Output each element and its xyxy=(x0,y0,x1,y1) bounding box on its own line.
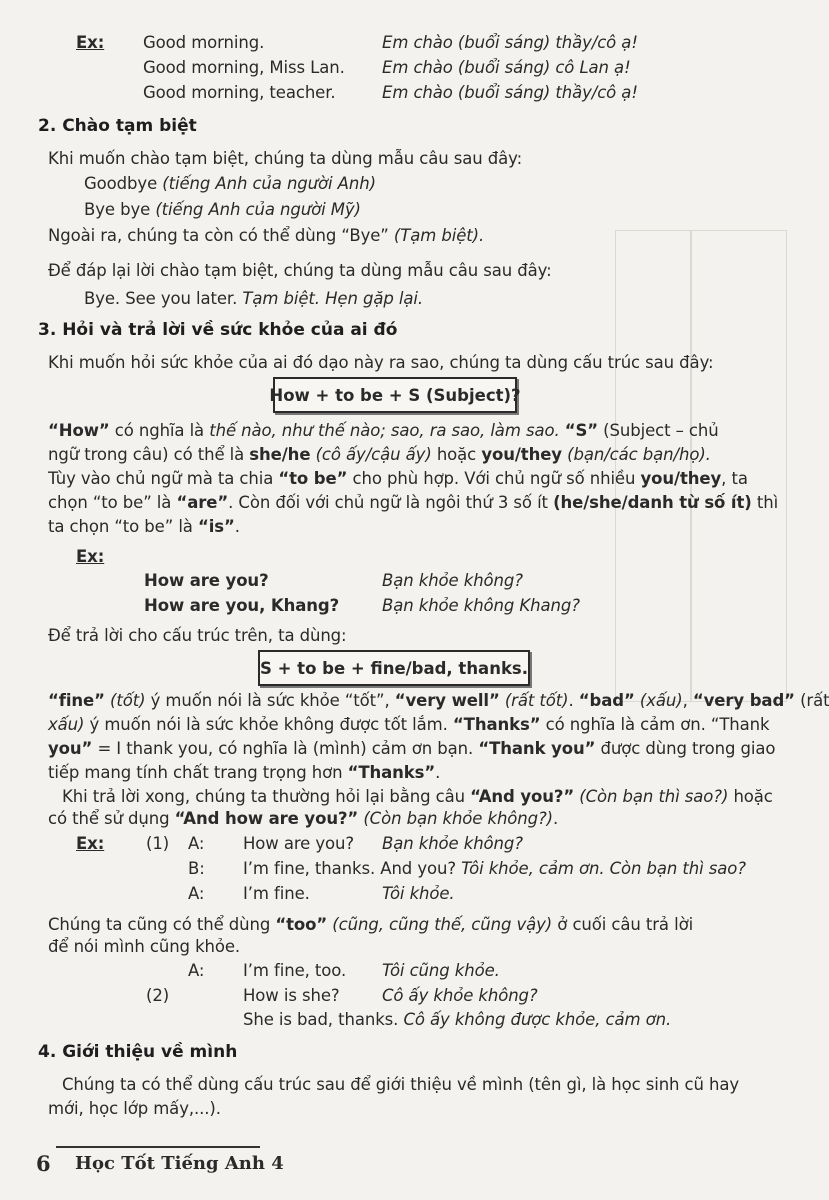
d2-vi: Tôi khỏe, cảm ơn. Còn bạn thì sao? xyxy=(461,859,746,878)
s3-para-line-3 xyxy=(48,468,748,490)
s2-reply-en: Bye. See you later. xyxy=(84,289,238,308)
text-run: (Còn bạn khỏe không?) xyxy=(363,809,554,828)
text-run: tiếp mang tính chất trang trọng hơn xyxy=(48,763,348,782)
s3-para-line-11 xyxy=(48,808,558,830)
s3-para-line-4 xyxy=(48,492,778,514)
text-run: . xyxy=(568,691,579,710)
text-run: (cũng, cũng thế, cũng vậy) xyxy=(332,915,553,934)
text-run: “And you?” xyxy=(470,787,575,806)
bleed-through-table-col xyxy=(690,230,692,702)
greeting-vi-2: Em chào (buổi sáng) cô Lan ạ! xyxy=(382,58,631,77)
ex-label-3: Ex: xyxy=(76,834,105,853)
text-run: “fine” xyxy=(48,691,105,710)
d2-en: I’m fine, thanks. And you? xyxy=(243,859,456,878)
text-run: . xyxy=(435,763,441,782)
text-run: Khi trả lời xong, chúng ta thường hỏi lại bằng câu xyxy=(62,787,471,806)
text-run: (Subject – chủ xyxy=(598,421,719,440)
text-run: có thể sử dụng xyxy=(48,809,175,828)
text-run: . xyxy=(234,517,240,536)
byebye-note: (tiếng Anh của người Mỹ) xyxy=(155,200,361,219)
d3-speaker: A: xyxy=(188,884,205,903)
text-run: (rất xyxy=(800,691,829,710)
s3-para-line-5 xyxy=(48,516,240,538)
answer-intro: Để trả lời cho cấu trúc trên, ta dùng: xyxy=(48,626,347,645)
text-run: xấu) xyxy=(48,715,85,734)
greeting-en-1: Good morning. xyxy=(143,33,265,52)
text-run: “very well” xyxy=(394,691,500,710)
d2-speaker: B: xyxy=(188,859,205,878)
formula-box-1: How + to be + S (Subject)? xyxy=(273,377,517,413)
footer-rule xyxy=(56,1146,260,1148)
text-run: = I thank you, có nghĩa là (mình) cảm ơn bạn. xyxy=(92,739,479,758)
s3-para-line-7 xyxy=(48,714,769,736)
s2-reply-intro: Để đáp lại lời chào tạm biệt, chúng ta dùng mẫu câu sau đây: xyxy=(48,261,552,280)
text-run: ở cuối câu trả lời xyxy=(552,915,694,934)
s2-also-text: Ngoài ra, chúng ta còn có thể dùng “Bye” xyxy=(48,226,389,245)
s4-line-1: Chúng ta có thể dùng cấu trúc sau để giới thiệu về mình (tên gì, là học sinh cũ hay xyxy=(62,1075,740,1094)
section-2-heading: 2. Chào tạm biệt xyxy=(38,116,197,136)
d3-vi: Tôi khỏe. xyxy=(382,884,455,903)
d1-speaker: A: xyxy=(188,834,205,853)
text-run: “too” xyxy=(275,915,328,934)
dialogue-number-1: (1) xyxy=(146,834,170,853)
text-run: (Còn bạn thì sao?) xyxy=(579,787,729,806)
book-title: Học Tốt Tiếng Anh 4 xyxy=(75,1153,284,1174)
text-run: . Còn đối với chủ ngữ là ngôi thứ 3 số ít xyxy=(228,493,554,512)
d5-vi: Cô ấy khỏe không? xyxy=(382,986,538,1005)
text-run: ý muốn nói là sức khỏe không được tốt lắm. xyxy=(84,715,453,734)
text-run: you/they xyxy=(640,469,722,488)
d6-line xyxy=(243,1009,671,1031)
s3-para-line-13: để nói mình cũng khỏe. xyxy=(48,937,241,956)
text-run: được dùng trong giao xyxy=(595,739,776,758)
s2-intro: Khi muốn chào tạm biệt, chúng ta dùng mẫu câu sau đây: xyxy=(48,149,523,168)
greeting-en-3: Good morning, teacher. xyxy=(143,83,336,102)
page-number: 6 xyxy=(36,1151,51,1176)
text-run: , xyxy=(682,691,693,710)
text-run: “Thank xyxy=(710,715,770,734)
s3-para-line-2 xyxy=(48,444,711,466)
text-run: you” xyxy=(48,739,93,758)
greeting-vi-3: Em chào (buổi sáng) thầy/cô ạ! xyxy=(382,83,638,102)
text-run: (tốt) xyxy=(110,691,146,710)
text-run: “Thank you” xyxy=(478,739,596,758)
text-run: “very bad” xyxy=(692,691,795,710)
d2-line xyxy=(243,858,746,880)
s2-reply-vi: Tạm biệt. Hẹn gặp lại. xyxy=(242,289,423,308)
text-run: . xyxy=(553,809,559,828)
text-run: , ta xyxy=(721,469,748,488)
text-run: cho phù hợp. Với chủ ngữ số nhiều xyxy=(347,469,641,488)
text-run: có nghĩa là cảm ơn. xyxy=(540,715,711,734)
text-run: you/they xyxy=(481,445,562,464)
goodbye-line xyxy=(84,173,376,195)
s3-para-line-10 xyxy=(62,786,773,808)
d1-vi: Bạn khỏe không? xyxy=(382,834,523,853)
greeting-vi-1: Em chào (buổi sáng) thầy/cô ạ! xyxy=(382,33,638,52)
section-3-heading: 3. Hỏi và trả lời về sức khỏe của ai đó xyxy=(38,320,398,340)
ex-label-2: Ex: xyxy=(76,547,105,566)
text-run: có nghĩa là xyxy=(109,421,210,440)
q1-vi: Bạn khỏe không? xyxy=(382,571,523,590)
d4-vi: Tôi cũng khỏe. xyxy=(382,961,500,980)
s2-also-note: (Tạm biệt). xyxy=(393,226,485,245)
s3-para-line-6 xyxy=(48,690,829,712)
s3-para-line-8 xyxy=(48,738,775,760)
s3-intro: Khi muốn hỏi sức khỏe của ai đó dạo này ra sao, chúng ta dùng cấu trúc sau đây: xyxy=(48,353,714,372)
text-run: hoặc xyxy=(431,445,482,464)
dialogue-number-2: (2) xyxy=(146,986,170,1005)
text-run: “are” xyxy=(176,493,229,512)
q2-vi: Bạn khỏe không Khang? xyxy=(382,596,580,615)
text-run: ý muốn nói là sức khỏe “tốt”, xyxy=(145,691,395,710)
text-run: “And how are you?” xyxy=(174,809,359,828)
s2-also xyxy=(48,225,484,247)
d6-en: She is bad, thanks. xyxy=(243,1010,399,1029)
text-run: (rất tốt) xyxy=(504,691,569,710)
greeting-en-2: Good morning, Miss Lan. xyxy=(143,58,345,77)
text-run: thì xyxy=(751,493,779,512)
d5-en: How is she? xyxy=(243,986,340,1005)
text-run: “Thanks” xyxy=(452,715,541,734)
byebye-en: Bye bye xyxy=(84,200,151,219)
text-run: “bad” xyxy=(578,691,635,710)
s4-line-2: mới, học lớp mấy,...). xyxy=(48,1099,221,1118)
text-run: “S” xyxy=(564,421,599,440)
text-run: “Thanks” xyxy=(347,763,436,782)
q2-en: How are you, Khang? xyxy=(144,596,340,615)
d1-en: How are you? xyxy=(243,834,355,853)
text-run: “is” xyxy=(197,517,235,536)
bleed-through-table xyxy=(615,230,787,702)
text-run: hoặc xyxy=(728,787,773,806)
s3-para-line-12 xyxy=(48,914,693,936)
text-run: “How” xyxy=(48,421,110,440)
d4-en: I’m fine, too. xyxy=(243,961,347,980)
text-run: “to be” xyxy=(278,469,348,488)
text-run: (he/she/danh từ số ít) xyxy=(553,493,752,512)
text-run: she/he xyxy=(249,445,311,464)
goodbye-en: Goodbye xyxy=(84,174,158,193)
d3-en: I’m fine. xyxy=(243,884,310,903)
text-run: ngữ trong câu) có thể là xyxy=(48,445,250,464)
text-run: ta chọn “to be” là xyxy=(48,517,198,536)
d6-vi: Cô ấy không được khỏe, cảm ơn. xyxy=(403,1010,672,1029)
text-run: chọn “to be” là xyxy=(48,493,177,512)
formula-box-2: S + to be + fine/bad, thanks. xyxy=(258,650,530,686)
d4-speaker: A: xyxy=(188,961,205,980)
text-run: (cô ấy/cậu ấy) xyxy=(315,445,432,464)
ex-label-1: Ex: xyxy=(76,33,105,52)
s2-reply xyxy=(84,288,423,310)
text-run: (xấu) xyxy=(639,691,683,710)
section-4-heading: 4. Giới thiệu về mình xyxy=(38,1042,238,1062)
s3-para-line-1 xyxy=(48,420,719,442)
text-run: Chúng ta cũng có thể dùng xyxy=(48,915,276,934)
text-run: thế nào, như thế nào; sao, ra sao, làm sao. xyxy=(209,421,560,440)
text-run: (bạn/các bạn/họ). xyxy=(567,445,711,464)
goodbye-note: (tiếng Anh của người Anh) xyxy=(162,174,376,193)
s3-para-line-9 xyxy=(48,762,440,784)
q1-en: How are you? xyxy=(144,571,269,590)
byebye-line xyxy=(84,199,361,221)
text-run: Tùy vào chủ ngữ mà ta chia xyxy=(48,469,279,488)
